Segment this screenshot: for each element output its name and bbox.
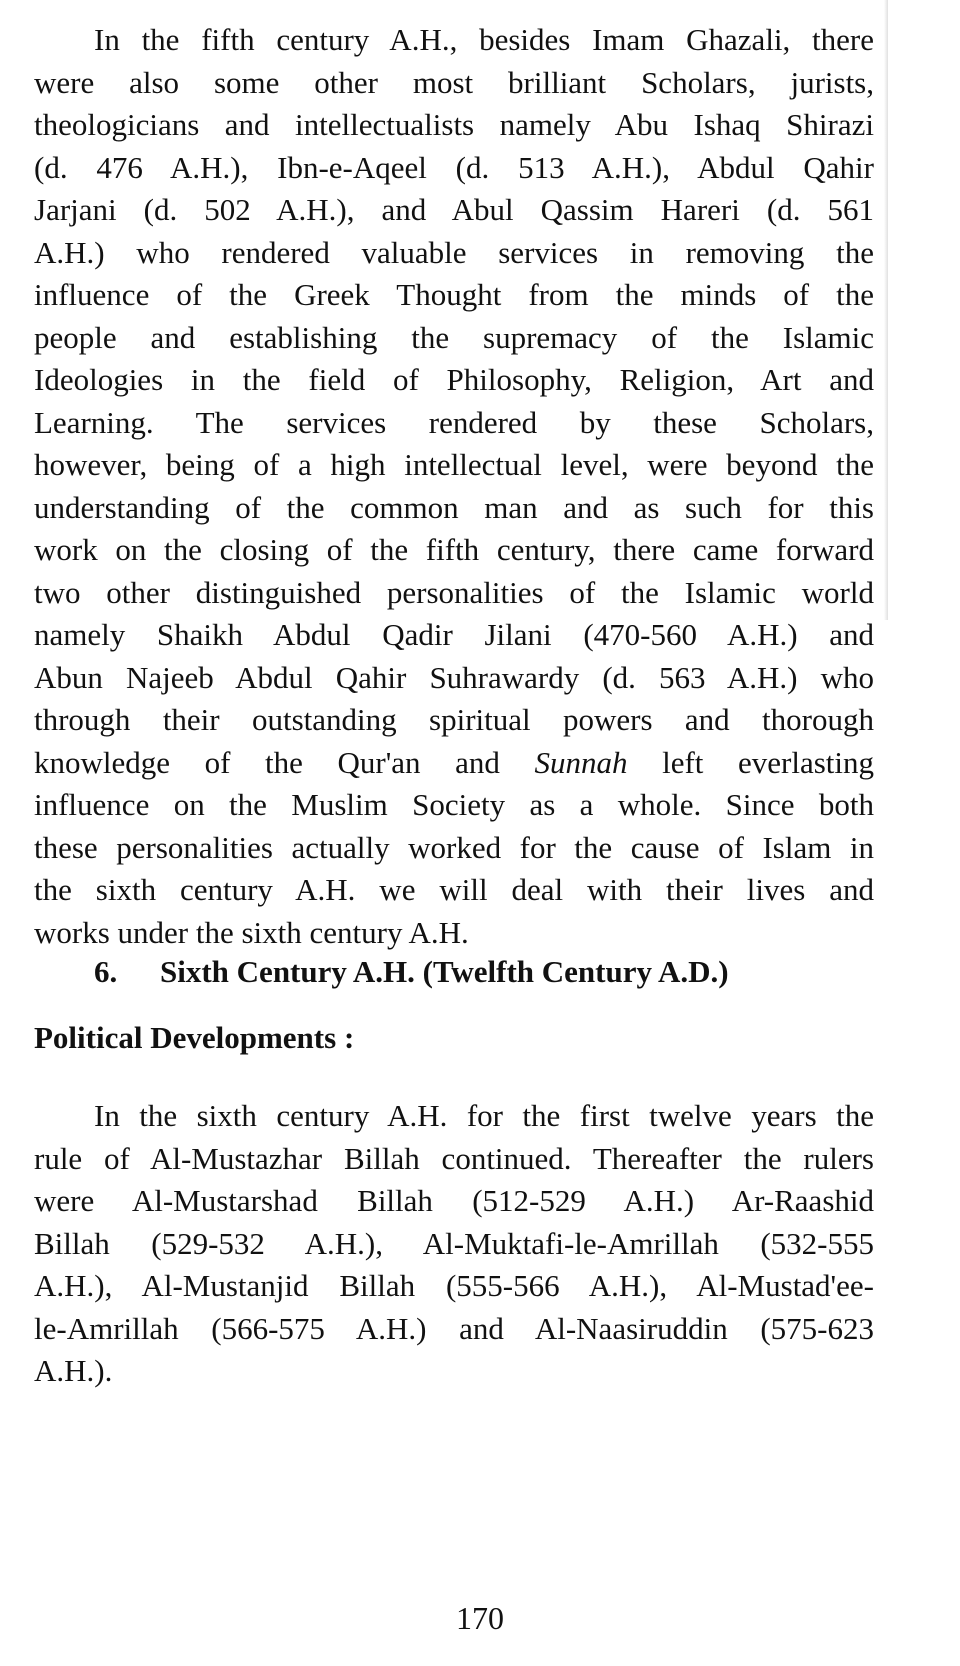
text-line: however, being of a high intellectual level, were beyond the — [34, 447, 874, 482]
text-line: A.H.) who rendered valuable services in removing the — [34, 234, 874, 270]
text-line: theologicians and intellectualists namely Abu Ishaq Shirazi — [34, 107, 874, 142]
page-number: 170 — [456, 1600, 504, 1636]
text-line: Billah (529-532 A.H.), Al-Muktafi-le-Amrillah (532-555 — [34, 1225, 874, 1261]
text-line: (d. 476 A.H.), Ibn-e-Aqeel (d. 513 A.H.), Abdul Qahir — [34, 149, 874, 185]
text-line: were Al-Mustarshad Billah (512-529 A.H.) Ar-Raashid — [34, 1183, 874, 1218]
text-line: works under the sixth century A.H. — [34, 914, 469, 950]
italic-term-sunnah: Sunnah — [534, 744, 628, 780]
text-line: the sixth century A.H. we will deal with their lives and — [34, 872, 874, 907]
text-line: A.H.), Al-Mustanjid Billah (555-566 A.H.), Al-Mustad'ee- — [34, 1268, 874, 1303]
text-line: through their outstanding spiritual powers and thorough — [34, 702, 874, 737]
text-line: In the sixth century A.H. for the first twelve years the — [94, 1098, 874, 1133]
text-line: Abun Najeeb Abdul Qahir Suhrawardy (d. 563 A.H.) who — [34, 659, 874, 695]
text-segment: knowledge of the Qur'an and — [34, 744, 500, 780]
text-line: rule of Al-Mustazhar Billah continued. Thereafter the rulers — [34, 1140, 874, 1176]
paragraph-fifth-century — [34, 19, 874, 954]
text-line: le-Amrillah (566-575 A.H.) and Al-Naasiruddin (575-623 — [34, 1310, 874, 1346]
text-line: Ideologies in the field of Philosophy, Religion, Art and — [34, 362, 874, 397]
text-line: A.H.). — [34, 1353, 113, 1388]
text-line: namely Shaikh Abdul Qadir Jilani (470-560 A.H.) and — [34, 617, 874, 652]
page-edge-shadow — [884, 0, 888, 620]
section-heading — [94, 954, 729, 990]
text-line: influence on the Muslim Society as a whole. Since both — [34, 787, 874, 822]
section-title: Sixth Century A.H. (Twelfth Century A.D.) — [160, 954, 729, 989]
text-line: understanding of the common man and as such for this — [34, 489, 874, 525]
paragraph-sixth-century-rulers — [34, 1095, 874, 1393]
text-line: two other distinguished personalities of the Islamic world — [34, 574, 874, 610]
text-line: people and establishing the supremacy of the Islamic — [34, 319, 874, 355]
text-line: work on the closing of the fifth century, there came forward — [34, 532, 874, 567]
section-number: 6. — [94, 954, 118, 989]
text-segment: left everlasting — [662, 744, 874, 780]
text-line: were also some other most brilliant Scholars, jurists, — [34, 64, 874, 100]
text-line: these personalities actually worked for the cause of Islam in — [34, 829, 874, 865]
text-line-mixed — [34, 742, 874, 785]
text-line: influence of the Greek Thought from the minds of the — [34, 277, 874, 312]
subheading-political-developments: Political Developments : — [34, 1020, 355, 1055]
text-line: In the fifth century A.H., besides Imam Ghazali, there — [94, 22, 874, 57]
text-line: Learning. The services rendered by these Scholars, — [34, 404, 874, 440]
text-line: Jarjani (d. 502 A.H.), and Abul Qassim Hareri (d. 561 — [34, 192, 874, 227]
